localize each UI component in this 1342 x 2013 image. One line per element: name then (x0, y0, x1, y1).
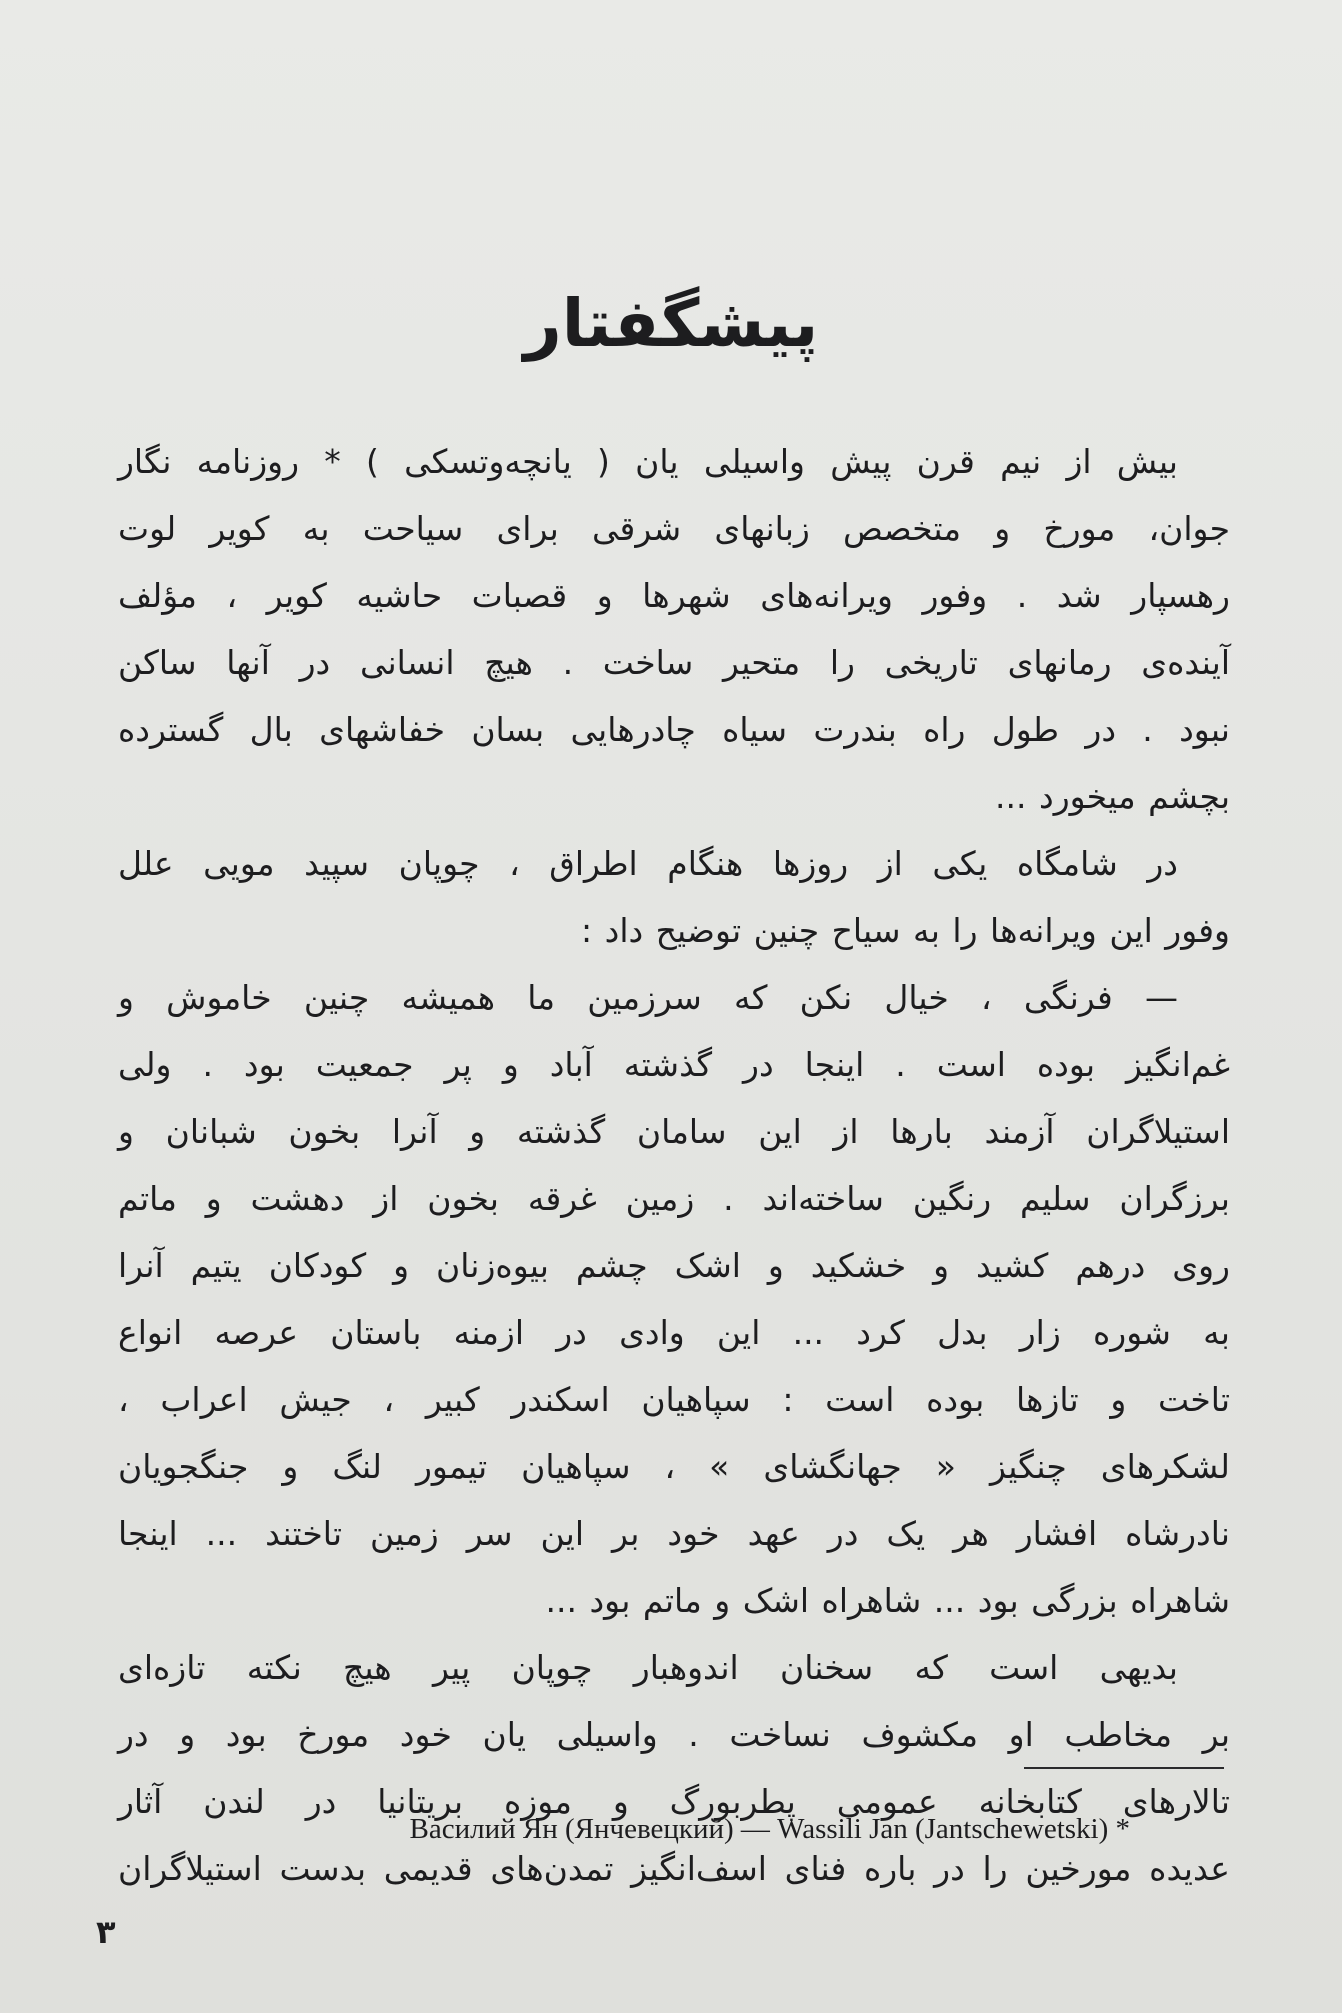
body-text (118, 428, 1230, 1902)
page-title: پیشگفتار (523, 285, 819, 362)
text-line: نادرشاه افشار هر یک در عهد خود بر این سر زمین تاختند ... اینجا (118, 1514, 1230, 1553)
text-line: در شامگاه یکی از روزها هنگام اطراق ، چوپان سپید مویی علل (118, 844, 1178, 883)
text-line: غم‌انگیز بوده است . اینجا در گذشته آباد و پر جمعیت بود . ولی (118, 1045, 1230, 1084)
text-line: نبود . در طول راه بندرت سیاه چادرهایی بسان خفاشهای بال گسترده (118, 710, 1230, 749)
text-line: برزگران سلیم رنگین ساخته‌اند . زمین غرقه بخون از دهشت و ماتم (118, 1179, 1230, 1218)
text-line: روی درهم کشید و خشکید و اشک چشم بیوه‌زنان و کودکان یتیم آنرا (118, 1246, 1230, 1285)
text-line: جوان، مورخ و متخصص زبانهای شرقی برای سیاحت به کویر لوت (118, 509, 1230, 548)
text-line: تالارهای کتابخانه عمومی پطربورگ و موزه بریتانیا در لندن آثار (118, 1782, 1230, 1821)
text-line: بدیهی است که سخنان اندوهبار چوپان پیر هیچ نکته تازه‌ای (118, 1648, 1178, 1687)
footnote: Василий Ян (Янчевецкий) — Wassili Jan (Jantschewetski) * (409, 1813, 1130, 1845)
text-line: تاخت و تازها بوده است : سپاهیان اسکندر کبیر ، جیش اعراب ، (118, 1380, 1230, 1419)
text-line: بچشم میخورد ... (995, 777, 1230, 816)
text-line: — فرنگی ، خیال نکن که سرزمین ما همیشه چنین خاموش و (118, 978, 1178, 1017)
text-line: عدیده مورخین را در باره فنای اسف‌انگیز تمدن‌های قدیمی بدست استیلاگران (118, 1849, 1230, 1888)
text-line: آینده‌ی رمانهای تاریخی را متحیر ساخت . هیچ انسانی در آنها ساکن (118, 643, 1230, 682)
footnote-divider (1024, 1767, 1224, 1769)
text-line: شاهراه بزرگی بود ... شاهراه اشک و ماتم بود ... (545, 1581, 1230, 1620)
text-line: بیش از نیم قرن پیش واسیلی یان ( یانچه‌وتسکی ) * روزنامه نگار (118, 442, 1178, 481)
text-line: وفور این ویرانه‌ها را به سیاح چنین توضیح داد : (581, 911, 1230, 950)
text-line: استیلاگران آزمند بارها از این سامان گذشته و آنرا بخون شبانان و (118, 1112, 1230, 1151)
text-line: لشکرهای چنگیز « جهانگشای » ، سپاهیان تیمور لنگ و جنگجویان (118, 1447, 1230, 1486)
text-line: به شوره زار بدل کرد ... این وادی در ازمنه باستان عرصه انواع (118, 1313, 1230, 1352)
text-line: بر مخاطب او مکشوف نساخت . واسیلی یان خود مورخ بود و در (118, 1715, 1230, 1754)
page-number: ۳ (96, 1913, 116, 1951)
text-line: رهسپار شد . وفور ویرانه‌های شهرها و قصبات حاشیه کویر ، مؤلف (118, 576, 1230, 615)
